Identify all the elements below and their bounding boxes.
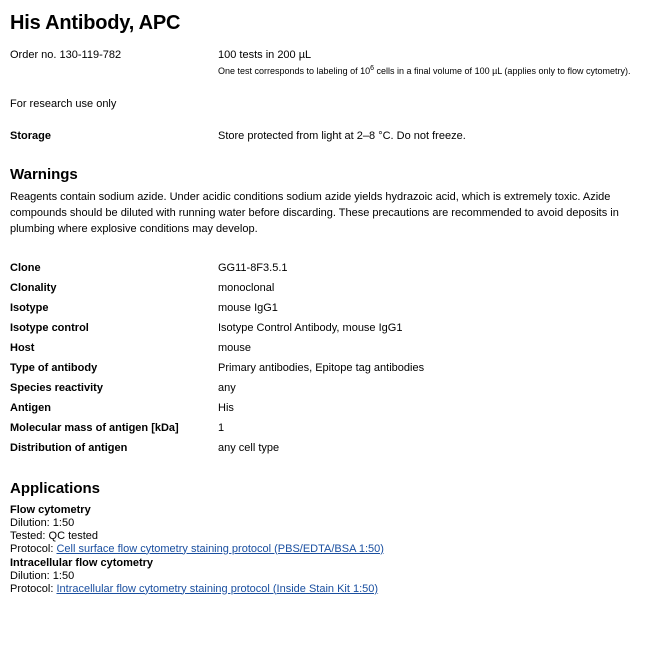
spec-value: GG11-8F3.5.1 xyxy=(218,261,288,274)
tests-footnote-post: cells in a final volume of 100 µL (applies only to flow cytometry). xyxy=(374,66,631,76)
spec-value: monoclonal xyxy=(218,281,275,294)
order-row xyxy=(10,49,651,78)
spacer-before-warnings xyxy=(10,144,651,166)
spec-key: Molecular mass of antigen [kDa] xyxy=(10,421,179,434)
storage-value: Store protected from light at 2–8 °C. Do not freeze. xyxy=(218,129,466,142)
spacer-after-research xyxy=(10,112,651,130)
table-row xyxy=(10,258,651,278)
table-row xyxy=(10,338,651,358)
table-row xyxy=(10,378,651,398)
table-row xyxy=(10,398,651,418)
spacer-before-applications xyxy=(10,458,651,480)
spec-value: mouse IgG1 xyxy=(218,301,278,314)
application-protocol-line xyxy=(10,583,651,595)
spec-value: any xyxy=(218,381,236,394)
protocol-link[interactable]: Cell surface flow cytometry staining protocol (PBS/EDTA/BSA 1:50) xyxy=(56,542,384,555)
spec-key: Clonality xyxy=(10,281,57,294)
spec-value: Primary antibodies, Epitope tag antibodies xyxy=(218,361,425,374)
storage-label: Storage xyxy=(10,129,51,142)
order-number: Order no. 130-119-782 xyxy=(10,49,122,61)
tests-footnote-exponent: 6 xyxy=(370,65,375,72)
warnings-text: Reagents contain sodium azide. Under acidic conditions sodium azide yields hydrazoic acid, which is extremely toxic. Azide compounds should be diluted with running water before discarding. These precautions are recommended to avoid deposits in plumbing where explosive conditions may develop. xyxy=(10,190,619,235)
application-intracellular-flow-cytometry xyxy=(10,557,651,595)
spec-key: Host xyxy=(10,341,35,354)
table-row xyxy=(10,318,651,338)
storage-row xyxy=(10,130,651,142)
tests-info xyxy=(218,49,651,78)
table-row xyxy=(10,438,651,458)
application-flow-cytometry xyxy=(10,504,651,555)
spec-value: Isotype Control Antibody, mouse IgG1 xyxy=(218,321,403,334)
spec-key: Isotype xyxy=(10,301,49,314)
application-dilution: Dilution: 1:50 xyxy=(10,516,75,529)
warnings-heading: Warnings xyxy=(10,165,78,183)
spec-key: Type of antibody xyxy=(10,361,98,374)
tests-footnote xyxy=(218,64,651,78)
protocol-label: Protocol: xyxy=(10,582,57,595)
application-title: Flow cytometry xyxy=(10,503,91,516)
spec-value: any cell type xyxy=(218,441,280,454)
table-row xyxy=(10,418,651,438)
spacer-before-specs xyxy=(10,238,651,256)
spec-key: Distribution of antigen xyxy=(10,441,128,454)
page-title: His Antibody, APC xyxy=(10,12,181,34)
application-tested: Tested: QC tested xyxy=(10,529,99,542)
application-title: Intracellular flow cytometry xyxy=(10,556,154,569)
specifications-table xyxy=(10,258,651,458)
table-row xyxy=(10,358,651,378)
spec-key: Isotype control xyxy=(10,321,89,334)
research-use-row xyxy=(10,98,651,110)
applications-heading: Applications xyxy=(10,479,101,497)
table-row xyxy=(10,278,651,298)
application-protocol-line xyxy=(10,543,651,555)
protocol-label: Protocol: xyxy=(10,542,57,555)
spec-value: 1 xyxy=(218,421,225,434)
spec-key: Species reactivity xyxy=(10,381,103,394)
tests-quantity: 100 tests in 200 µL xyxy=(218,49,312,61)
specifications-body xyxy=(10,258,651,458)
tests-footnote-pre: One test corresponds to labeling of 10 xyxy=(218,66,371,76)
spacer-after-order xyxy=(10,80,651,98)
spec-value: His xyxy=(218,401,234,414)
table-row xyxy=(10,298,651,318)
application-dilution: Dilution: 1:50 xyxy=(10,569,75,582)
spec-value: mouse xyxy=(218,341,252,354)
spec-key: Antigen xyxy=(10,401,51,414)
protocol-link[interactable]: Intracellular flow cytometry staining protocol (Inside Stain Kit 1:50) xyxy=(56,582,379,595)
spec-key: Clone xyxy=(10,261,41,274)
research-use-label: For research use only xyxy=(10,97,117,110)
